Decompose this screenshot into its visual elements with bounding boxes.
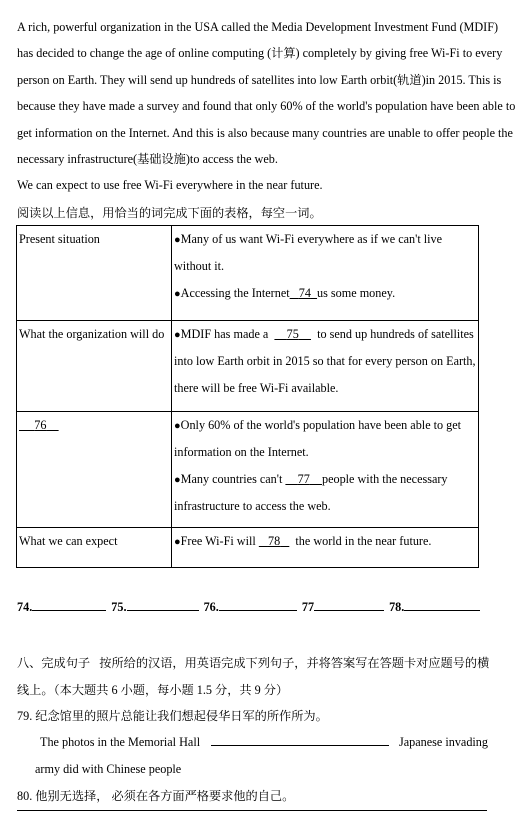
row-heading <box>17 412 172 528</box>
bullet-icon: ● <box>174 234 181 246</box>
answer-line-75[interactable] <box>127 598 199 611</box>
question-79-cn: 79. 纪念馆里的照片总能让我们想起侵华日军的所作所为。 <box>17 709 328 723</box>
bullet-icon: ● <box>174 287 181 300</box>
passage-text: A rich, powerful organization in the USA called the Media Development Investment Fund (MDIF) has decided to change the age of online computing (计算) completely by giving free Wi-Fi to every person on Earth. They will send up hundreds of satellites into low Earth orbit(轨道)in 2015. This is because they have made a survey and found that only 60% of the world's population have been able to get information on the Internet. And this is also because many countries are unable to offer people the necessary infrastructure(基础设施)to access the web. <box>17 20 516 167</box>
blank-75[interactable]: 75 <box>286 327 299 341</box>
row-heading: Present situation <box>17 226 172 321</box>
answer-line-80[interactable] <box>17 810 487 811</box>
bullet-icon: ● <box>174 536 181 548</box>
row-heading: What we can expect <box>17 528 172 568</box>
question-80-cn: 80. 他别无选择， 必须在各方面严格要求他的自己。 <box>17 789 295 803</box>
answer-line-78[interactable] <box>404 598 480 611</box>
answer-label-78: 78. <box>389 600 405 614</box>
table-row <box>17 321 479 412</box>
row-content: ●Only 60% of the world's population have been able to get information on the Internet. ●Many countries can't 77 people with the necessary infrastructure to access the web. <box>172 412 479 528</box>
reading-passage <box>17 14 517 199</box>
section-instruction: 按所给的汉语，用英语完成下列句子，并将答案写在答题卡对应题号的横线上。（本大题共 6 小题，每小题 1.5 分，共 9 分） <box>17 656 490 697</box>
table-row <box>17 226 479 321</box>
row-content: ●Many of us want Wi-Fi everywhere as if we can't live without it. ●Accessing the Internet 74 us some money. <box>172 226 479 321</box>
summary-table <box>16 225 479 568</box>
answer-label-74: 74. <box>17 600 33 614</box>
answer-line-74[interactable] <box>32 598 106 611</box>
blank-76[interactable]: 76 <box>34 418 47 432</box>
row-content: ●MDIF has made a 75 to send up hundreds of satellites into low Earth orbit in 2015 so that for every person on Earth, there will be free Wi-Fi available. <box>172 321 479 412</box>
bullet-icon: ● <box>174 329 181 341</box>
blank-74[interactable]: 74 <box>298 285 311 300</box>
table-row <box>17 412 479 528</box>
bullet-icon: ● <box>174 473 181 486</box>
blank-77[interactable]: 77 <box>297 471 310 486</box>
question-79-en: The photos in the Memorial Hall Japanese invading <box>40 729 488 756</box>
answer-label-77: 77 <box>301 600 315 614</box>
answer-line-77[interactable] <box>314 598 384 611</box>
section-title: 八、完成句子 <box>17 656 91 670</box>
section-8-header <box>17 650 495 704</box>
row-heading: What the organization will do <box>17 321 172 412</box>
blank-78[interactable]: 78 <box>267 534 281 548</box>
answer-label-76: 76. <box>203 600 219 614</box>
answer-lines <box>17 598 482 615</box>
bullet-icon: ● <box>174 420 181 432</box>
passage-closing: We can expect to use free Wi-Fi everywhere in the near future. <box>17 178 323 193</box>
table-instruction: 阅读以上信息，用恰当的词完成下面的表格，每空一词。 <box>17 206 322 220</box>
table-row <box>17 528 479 568</box>
answer-label-75: 75. <box>111 600 127 614</box>
question-79-en-cont: army did with Chinese people <box>35 762 182 776</box>
answer-line-76[interactable] <box>219 598 297 611</box>
row-content: ●Free Wi-Fi will 78 the world in the near future. <box>172 528 479 568</box>
answer-line-79[interactable] <box>211 731 389 746</box>
